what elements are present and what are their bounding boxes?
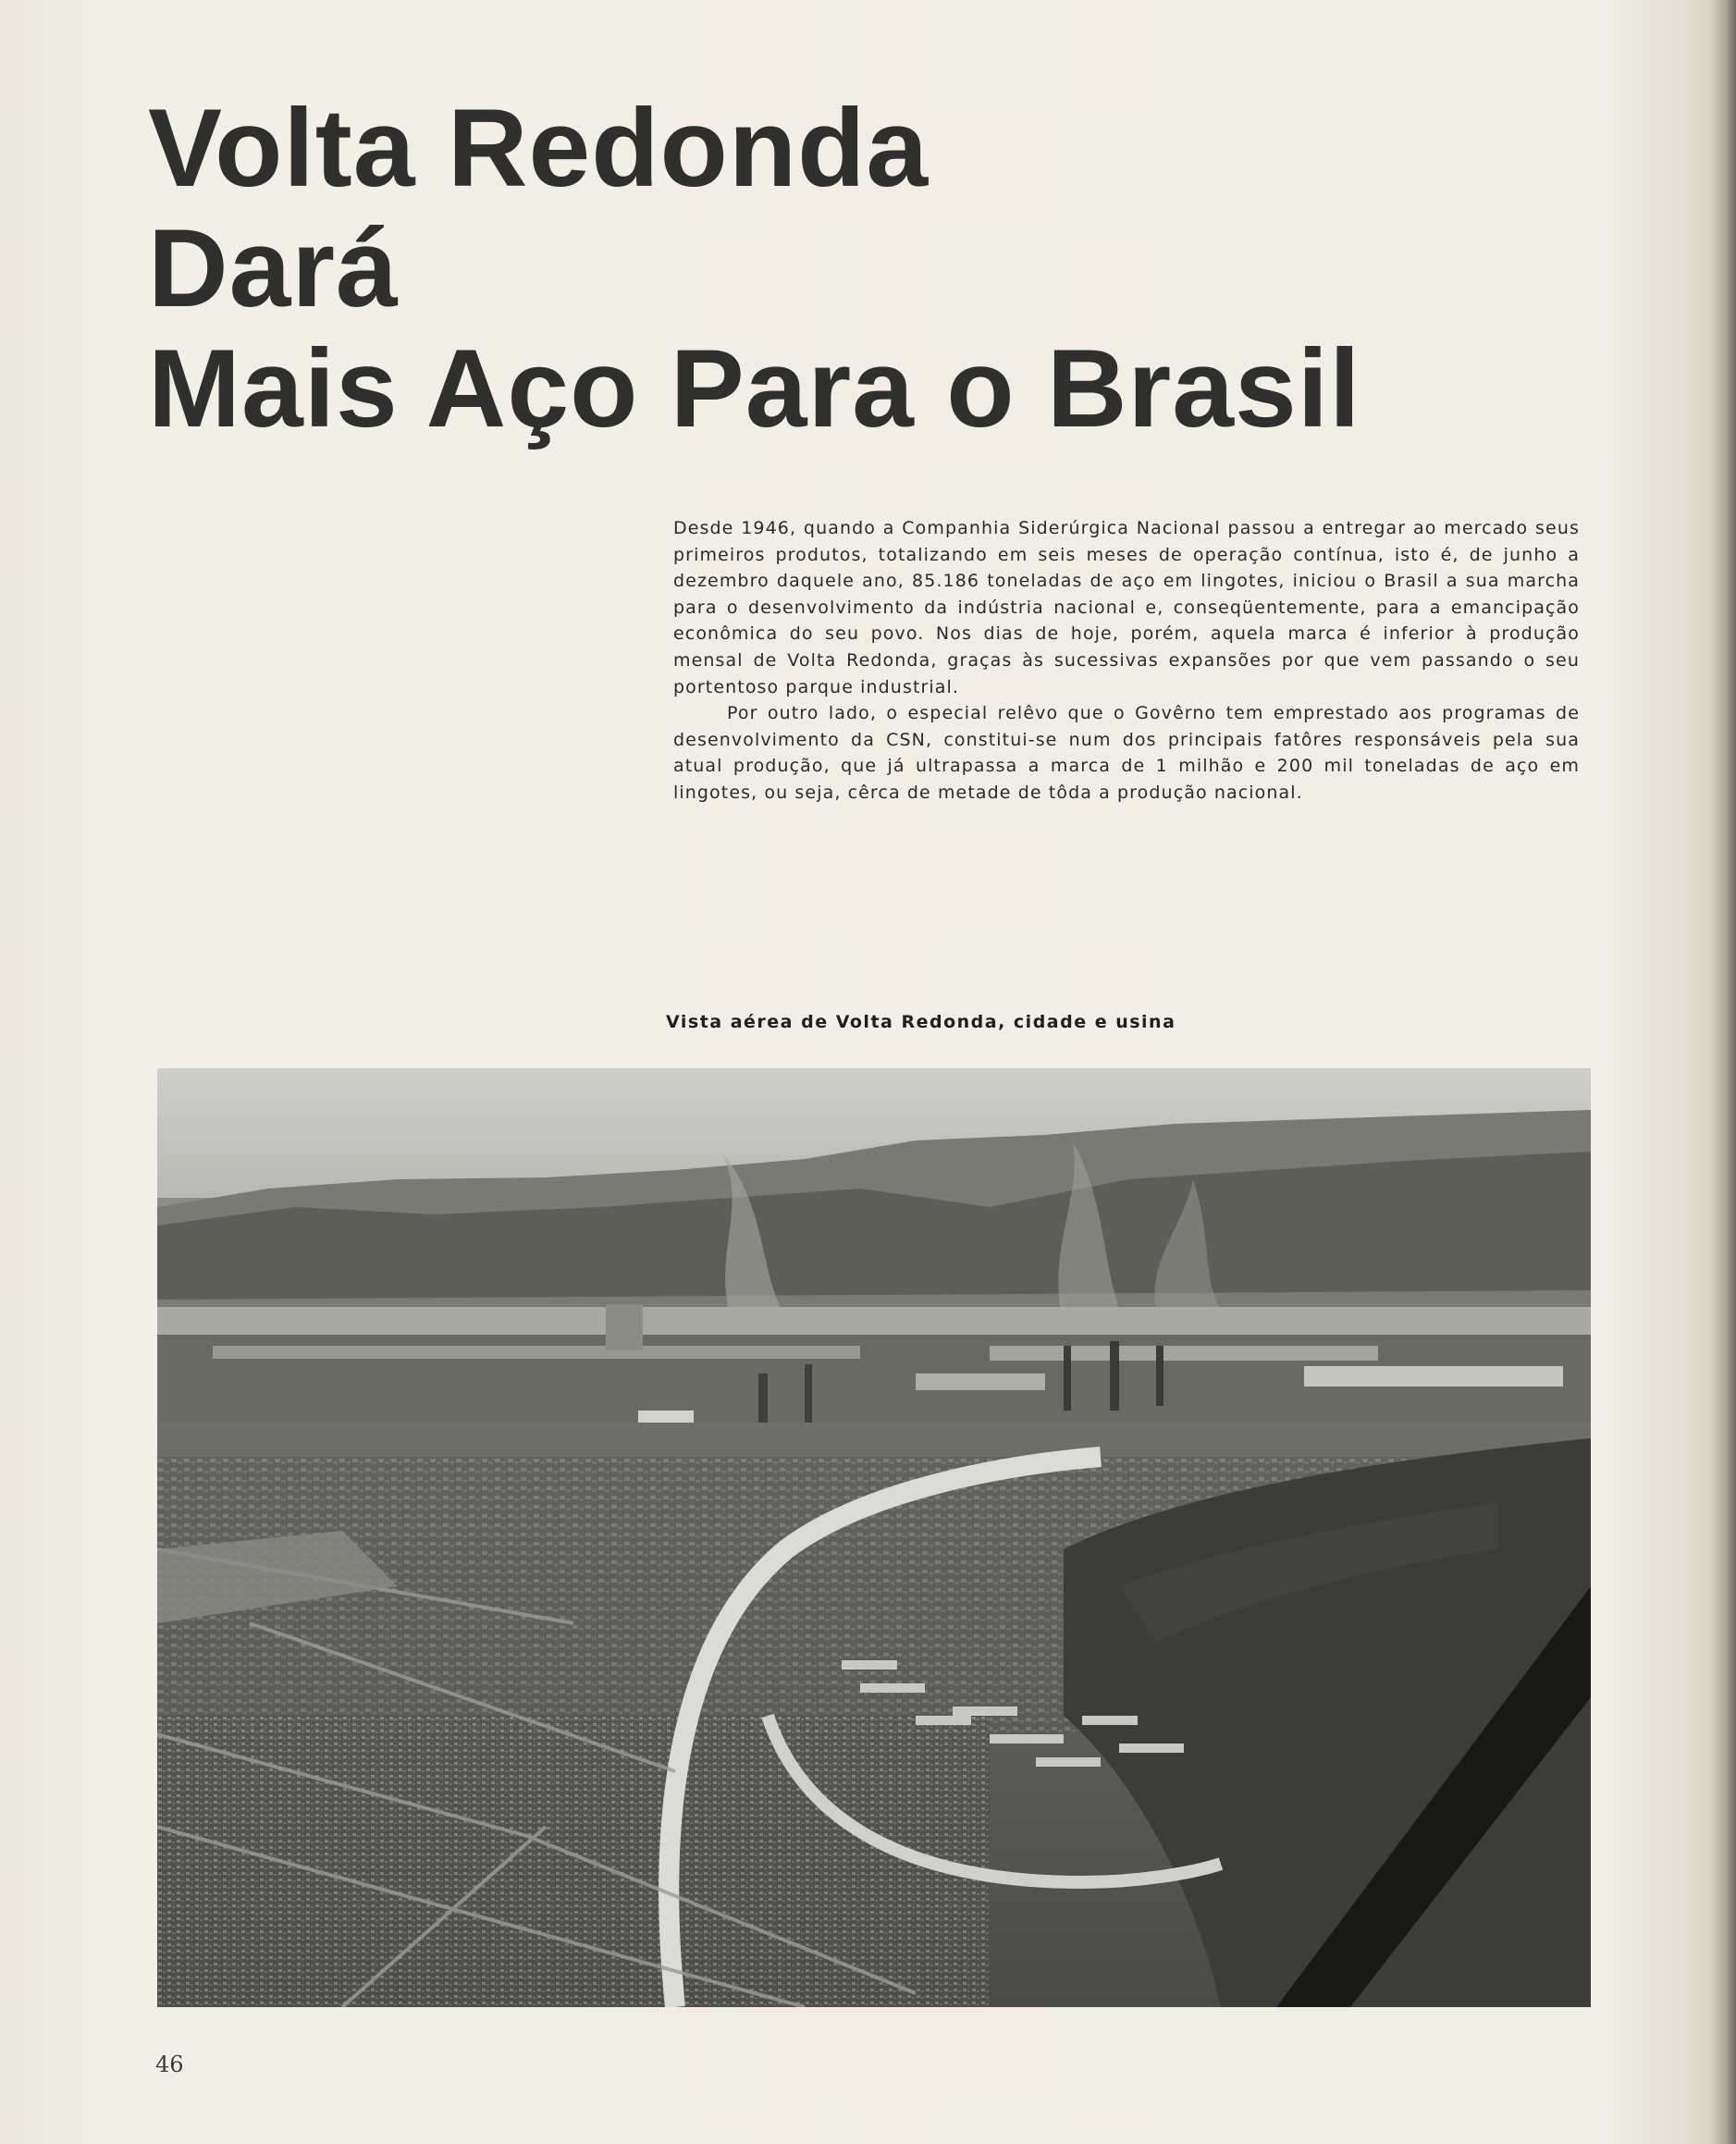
page-spine-shadow [1710, 0, 1736, 2144]
headline-line-3: Mais Aço Para o Brasil [148, 327, 1361, 450]
headline-line-2: Dará [148, 206, 399, 330]
article-paragraph-1: Desde 1946, quando a Companhia Siderúrgica Nacional passou a entregar ao mercado seus primeiros produtos, totalizando em seis meses de operação contínua, isto é, de junho a dezembro daquele ano, 85.186 toneladas de aço em lingotes, iniciou o Brasil a sua marcha para o desenvolvimento da indústria nacional e, conseqüentemente, para a emancipação econômica do seu povo. Nos dias de hoje, porém, aquela marca é inferior à produção mensal de Volta Redonda, graças às sucessivas expansões por que vem passando o seu portentoso parque industrial. [673, 518, 1580, 697]
headline-line-1: Volta Redonda [148, 86, 930, 210]
article-paragraph-2: Por outro lado, o especial relêvo que o Govêrno tem emprestado aos programas de desenvolvimento da CSN, constitui-se num dos principais fatôres responsáveis pela sua atual produção, que já ultrapassa a marca de 1 milhão e 200 mil toneladas de aço em lingotes, ou seja, cêrca de metade de tôda a produção nacional. [673, 703, 1580, 803]
article-headline [148, 88, 1443, 449]
page-number: 46 [155, 2052, 184, 2077]
photo-caption: Vista aérea de Volta Redonda, cidade e usina [666, 1012, 1176, 1032]
article-body [673, 515, 1580, 807]
aerial-photo-volta-redonda [157, 1068, 1591, 2007]
